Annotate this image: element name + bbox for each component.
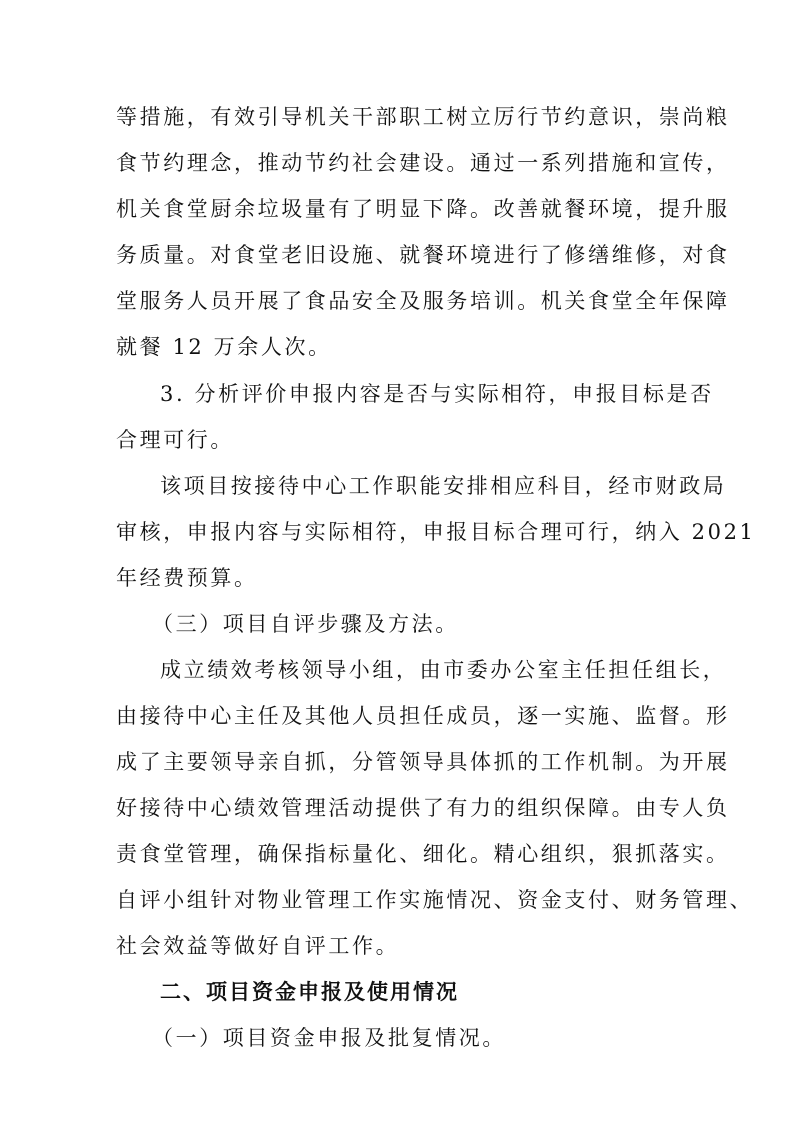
paragraph-line: 堂服务人员开展了食品安全及服务培训。机关食堂全年保障: [116, 289, 730, 313]
paragraph-line: 社会效益等做好自评工作。: [116, 934, 400, 958]
paragraph-line: 务质量。对食堂老旧设施、就餐环境进行了修缮维修，对食: [116, 243, 730, 267]
subsection-heading: （一）项目资金申报及批复情况。: [152, 1026, 506, 1050]
paragraph-line: 审核，申报内容与实际相符，申报目标合理可行，纳入 2021: [116, 520, 756, 544]
numbered-item-line: 3. 分析评价申报内容是否与实际相符，申报目标是否: [160, 382, 714, 406]
paragraph-line: 自评小组针对物业管理工作实施情况、资金支付、财务管理、: [116, 888, 754, 912]
paragraph-line: 等措施，有效引导机关干部职工树立厉行节约意识，崇尚粮: [116, 105, 730, 129]
paragraph-line: 食节约理念，推动节约社会建设。通过一系列措施和宣传，: [116, 151, 730, 175]
paragraph-line: 成立绩效考核领导小组，由市委办公室主任担任组长，: [160, 658, 727, 682]
paragraph-line: 年经费预算。: [116, 566, 258, 590]
subsection-heading: （三）项目自评步骤及方法。: [152, 612, 459, 636]
paragraph-line: 该项目按接待中心工作职能安排相应科目，经市财政局: [160, 474, 727, 498]
paragraph-line: 由接待中心主任及其他人员担任成员，逐一实施、监督。形: [116, 704, 730, 728]
paragraph-line: 机关食堂厨余垃圾量有了明显下降。改善就餐环境，提升服: [116, 197, 730, 221]
paragraph-line: 成了主要领导亲自抓，分管领导具体抓的工作机制。为开展: [116, 750, 730, 774]
numbered-item-line: 合理可行。: [116, 428, 234, 452]
section-heading: 二、项目资金申报及使用情况: [160, 980, 459, 1004]
paragraph-line: 好接待中心绩效管理活动提供了有力的组织保障。由专人负: [116, 796, 730, 820]
paragraph-line: 就餐 12 万余人次。: [116, 335, 332, 359]
paragraph-line: 责食堂管理，确保指标量化、细化。精心组织，狠抓落实。: [116, 842, 730, 866]
